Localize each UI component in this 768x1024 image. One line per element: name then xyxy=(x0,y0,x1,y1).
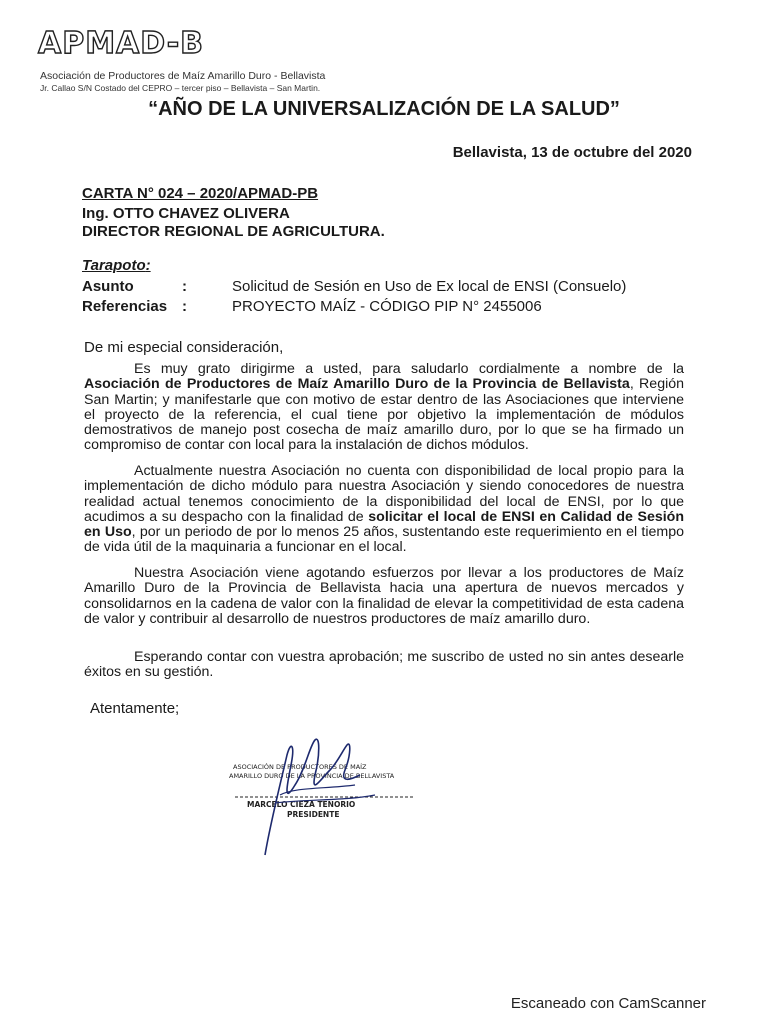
paragraph-4 xyxy=(84,650,684,681)
recipient-city-colon: : xyxy=(145,257,151,274)
association-name: Asociación de Productores de Maíz Amarillo Duro de la Provincia de Bellavista xyxy=(84,376,630,393)
paragraph-3 xyxy=(84,566,684,627)
signature-graphic xyxy=(225,725,425,865)
org-full-name: Asociación de Productores de Maíz Amarillo Duro - Bellavista xyxy=(40,70,326,82)
subject-value: Solicitud de Sesión en Uso de Ex local de ENSI (Consuelo) xyxy=(232,278,627,295)
paragraph-1-text-a: Es muy grato dirigirme a usted, para saludarlo cordialmente a nombre de la xyxy=(134,361,684,377)
recipient-city xyxy=(82,257,151,274)
recipient-city-name: Tarapoto xyxy=(82,257,146,274)
recipient-title: DIRECTOR REGIONAL DE AGRICULTURA. xyxy=(82,223,385,240)
paragraph-2-text-a: Actualmente nuestra Asociación no cuenta con disponibilidad de local propio para la implementación de dicho módulo para nuestra Asociación y siendo conocedores de nuestra realidad actual tenemos conocimiento de la disponibilidad del local de ENSI, por lo que acudimos a su despacho con la finalidad de xyxy=(84,463,684,525)
closing: Atentamente; xyxy=(90,700,180,717)
org-logo: APMAD-B xyxy=(38,26,205,61)
letter-number: CARTA N° 024 – 2020/APMAD-PB xyxy=(82,185,319,202)
references-value: PROYECTO MAÍZ - CÓDIGO PIP N° 2455006 xyxy=(232,298,542,315)
stamp-line-2: AMARILLO DURO DE LA PROVINCIA DE BELLAVISTA xyxy=(229,772,395,780)
letter-date: Bellavista, 13 de octubre del 2020 xyxy=(452,144,692,161)
subject-label: Asunto xyxy=(82,278,134,295)
paragraph-4-text: Esperando contar con vuestra aprobación; me suscribo de usted no sin antes desearle éxitos en su gestión. xyxy=(84,649,684,681)
stamp-name: MARCELO CIEZA TENORIO xyxy=(247,800,356,809)
stamp-line-1: ASOCIACIÓN DE PRODUCTORES DE MAÍZ xyxy=(233,763,367,771)
paragraph-3-text: Nuestra Asociación viene agotando esfuerzos por llevar a los productores de Maíz Amarillo Duro de la Provincia de Bellavista hacia una apertura de nuevos mercados y consolidarnos en la cadena de valor con la finalidad de elevar la competitividad de esta cadena de valor y contribuir al desarrollo de nuestros productores de maíz amarillo duro. xyxy=(84,565,684,627)
paragraph-1-text-c: , Región San Martin; y manifestarle que con motivo de estar dentro de las Asociaciones que interviene el proyecto de la referencia, el cual tiene por objetivo la implementación de módulos demostrativos de manejo post cosecha de maíz amarillo duro, por lo que se ha firmado un compromiso de contar con local para la instalación de dichos módulos. xyxy=(84,376,685,454)
paragraph-1 xyxy=(84,362,684,454)
year-title: “AÑO DE LA UNIVERSALIZACIÓN DE LA SALUD” xyxy=(148,98,620,120)
subject-colon: : xyxy=(182,278,187,295)
signature-stamp xyxy=(225,725,425,865)
references-colon: : xyxy=(182,298,187,315)
stamp-role: PRESIDENTE xyxy=(287,810,340,819)
paragraph-2 xyxy=(84,464,684,556)
recipient-name: Ing. OTTO CHAVEZ OLIVERA xyxy=(82,205,290,222)
salutation: De mi especial consideración, xyxy=(84,339,284,356)
org-address: Jr. Callao S/N Costado del CEPRO – tercer piso – Bellavista – San Martin. xyxy=(40,83,321,93)
request-highlight: solicitar el local de ENSI en Calidad de Sesión en Uso xyxy=(84,508,684,541)
paragraph-2-text-c: , por un periodo de por lo menos 25 años, sustentando este requerimiento en el tiempo de vida útil de la maquinaria a funcionar en el local. xyxy=(84,524,684,556)
scanner-watermark: Escaneado con CamScanner xyxy=(510,995,706,1012)
references-label: Referencias xyxy=(82,298,168,315)
